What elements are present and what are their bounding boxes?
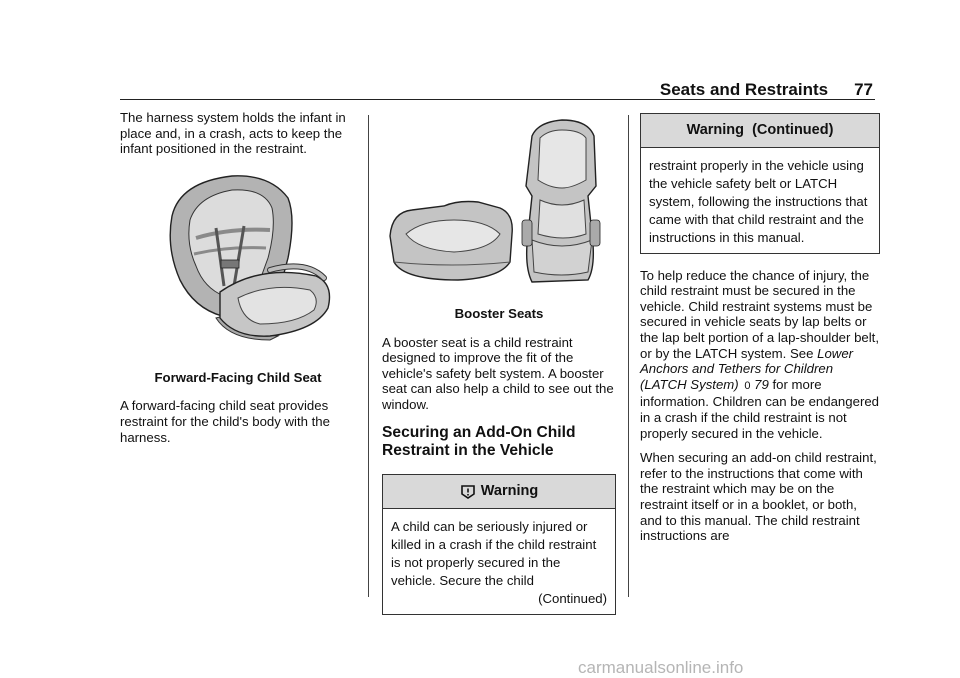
column-1 xyxy=(120,110,356,445)
warning-body xyxy=(383,509,615,614)
header-rule xyxy=(120,99,875,100)
page-number: 77 xyxy=(854,80,873,99)
figure-caption: Booster Seats xyxy=(454,306,544,321)
body-paragraph-1 xyxy=(640,268,880,442)
warning-text: restraint properly in the vehicle using the vehicle safety belt or LATCH system, following the instructions that came with that child restraint and the instructions in this manual. xyxy=(649,157,868,245)
column-divider-1 xyxy=(368,115,369,597)
warning-continued: (Continued) xyxy=(538,590,607,606)
page-header xyxy=(120,74,873,100)
warning-title: Warning (Continued) xyxy=(686,122,834,138)
body-paragraph-2: When securing an add-on child restraint, refer to the instructions that come with the restraint which may be on the restraint itself or in a booklet, or both, and to this manual. The child restraint instructions are xyxy=(640,450,877,544)
warning-box xyxy=(382,474,616,615)
page-ref-number[interactable]: 79 xyxy=(754,376,769,392)
booster-seats-illustration-icon xyxy=(382,116,616,294)
warning-text: A child can be seriously injured or killed in a crash if the child restraint is not properly secured in the vehicle. Secure the child xyxy=(391,518,597,588)
forward-facing-child-seat-illustration-icon xyxy=(120,168,356,358)
intro-paragraph: The harness system holds the infant in place and, in a crash, acts to keep the infant positioned in the restraint. xyxy=(120,110,346,157)
warning-header xyxy=(383,475,615,509)
para1-end: for more information. Children can be endangered in a crash if the child restraint is not properly secured in the vehicle. xyxy=(640,376,879,441)
warning-continued-box xyxy=(640,113,880,254)
warning-symbol-icon xyxy=(460,484,476,500)
column-3 xyxy=(640,113,880,544)
page-ref-symbol: 0 xyxy=(744,379,751,392)
warning-body xyxy=(641,148,879,253)
warning-title: Warning xyxy=(480,482,539,499)
warning-header xyxy=(641,114,879,148)
column-2 xyxy=(382,110,616,615)
column-divider-2 xyxy=(628,115,629,597)
latch-link[interactable]: Lower Anchors and Tethers for Children (LATCH System) xyxy=(640,345,854,392)
para1-start: To help reduce the chance of injury, the child restraint must be secured in the vehicle. Child restraint systems must be secured in vehicle seats by lap belts or the lap belt portion of a lap-shoulder belt, or by the LATCH system. See xyxy=(640,267,879,361)
figure-caption: Forward-Facing Child Seat xyxy=(154,369,322,385)
section-title: Seats and Restraints xyxy=(659,80,829,99)
section-heading: Securing an Add-On Child Restraint in the Vehicle xyxy=(382,423,576,459)
body-paragraph: A booster seat is a child restraint designed to improve the fit of the vehicle's safety belt system. A booster seat can also help a child to see out the window. xyxy=(382,334,614,412)
body-paragraph: A forward-facing child seat provides restraint for the child's body with the harness. xyxy=(120,398,330,445)
watermark: carmanualsonline.info xyxy=(578,658,744,677)
